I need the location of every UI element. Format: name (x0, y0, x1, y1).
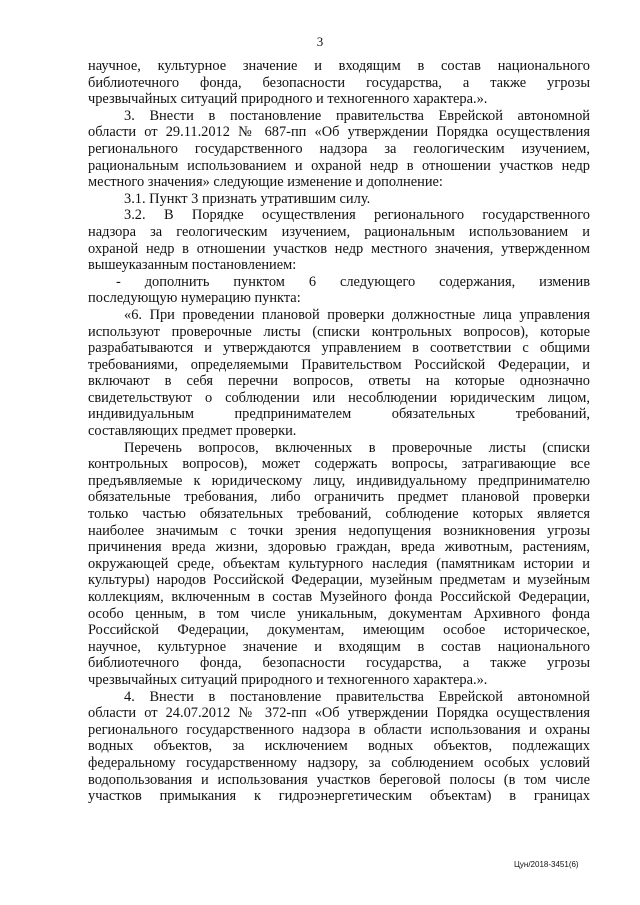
text-line: окружающей среде, объектам культурного наследия (памятникам истории и (88, 555, 590, 572)
text-line: - дополнить пунктом 6 следующего содержания, изменив (116, 273, 590, 290)
text-line: Перечень вопросов, включенных в проверочные листы (списки (124, 439, 590, 456)
text-line: местного значения» следующие изменение и дополнение: (88, 174, 443, 191)
text-line: федеральному государственному надзору, за соблюдением особых условий (88, 754, 590, 771)
text-line: 3.2. В Порядке осуществления регионального государственного (124, 207, 590, 224)
text-line: культуры) народов Российской Федерации, музейным предметам и музейным (88, 572, 590, 589)
text-line: области от 29.11.2012 № 687-пп «Об утверждении Порядка осуществления (88, 124, 590, 141)
text-line: «6. При проведении плановой проверки должностные лица управления (124, 306, 590, 323)
text-line: библиотечного фонда, безопасности государства, а также угрозы (88, 655, 590, 672)
text-line: регионального государственного надзора за геологическим изучением, (88, 140, 590, 157)
page-number: 3 (316, 34, 324, 49)
text-line: регионального государственного надзора в области использования и охраны (88, 721, 590, 738)
document-body (88, 58, 590, 805)
document-registration-code: Цун/2018-3451(6) (514, 860, 579, 869)
text-line: обязательные требования, либо ограничить предмет плановой проверки (88, 489, 590, 506)
text-line: чрезвычайных ситуаций природного и техногенного характера.». (88, 91, 488, 108)
text-line: области от 24.07.2012 № 372-пп «Об утверждении Порядка осуществления (88, 705, 590, 722)
text-line: научное, культурное значение и входящим в состав национального (88, 638, 590, 655)
text-line: контрольных вопросов), может содержать вопросы, затрагивающие все (88, 456, 590, 473)
text-line: причинения вреда жизни, здоровью граждан, вреда животным, растениям, (88, 539, 590, 556)
text-line: предъявляемые к юридическому лицу, индивидуальному предпринимателю (88, 472, 590, 489)
text-line: участков примыкания к гидроэнергетическим объектам) в границах (88, 788, 590, 805)
text-line: последующую нумерацию пункта: (88, 290, 301, 307)
text-line: свидетельствуют о соблюдении или несоблюдении юридическим лицом, (88, 389, 590, 406)
text-line: коллекциям, включенным в состав Музейного фонда Российской Федерации, (88, 589, 590, 605)
text-line: чрезвычайных ситуаций природного и техногенного характера.». (88, 671, 488, 688)
text-line: 3.1. Пункт 3 признать утратившим силу. (124, 190, 371, 207)
text-line: индивидуальным предпринимателем обязательных требований, (88, 406, 590, 423)
text-line: включают в себя перечни вопросов, ответы на которые однозначно (88, 373, 590, 390)
text-line: составляющих предмет проверки. (88, 423, 297, 440)
text-line: библиотечного фонда, безопасности государства, а также угрозы (88, 74, 590, 91)
text-line: вышеуказанным постановлением: (88, 257, 297, 274)
text-line: рациональным использованием и охраной недр в отношении участков недр (88, 157, 590, 174)
text-line: наиболее значимым с точки зрения недопущения возникновения угрозы (88, 522, 590, 539)
text-line: только частью обязательных требований, соблюдение которых является (88, 506, 590, 523)
text-line: водопользования и использования участков береговой полосы (в том числе (88, 771, 590, 788)
text-line: 3. Внести в постановление правительства Еврейской автономной (124, 107, 590, 124)
text-line: охраной недр в отношении участков недр местного значения, утвержденном (88, 240, 590, 257)
text-line: требованиями, определяемыми Правительством Российской Федерации, и (88, 356, 590, 373)
text-line: разрабатываются и утверждаются управлением в соответствии с общими (88, 340, 590, 357)
text-line: используют проверочные листы (списки контрольных вопросов), которые (88, 323, 590, 340)
text-line: научное, культурное значение и входящим в состав национального (88, 58, 590, 74)
text-line: водных объектов, за исключением водных объектов, подлежащих (88, 738, 590, 755)
text-line: надзора за геологическим изучением, рациональным использованием и (88, 223, 590, 240)
text-line: особо ценным, в том числе уникальным, документам Архивного фонда (88, 605, 590, 622)
text-line: 4. Внести в постановление правительства Еврейской автономной (124, 688, 590, 705)
text-line: Российской Федерации, документам, имеющим особое историческое, (88, 622, 590, 639)
